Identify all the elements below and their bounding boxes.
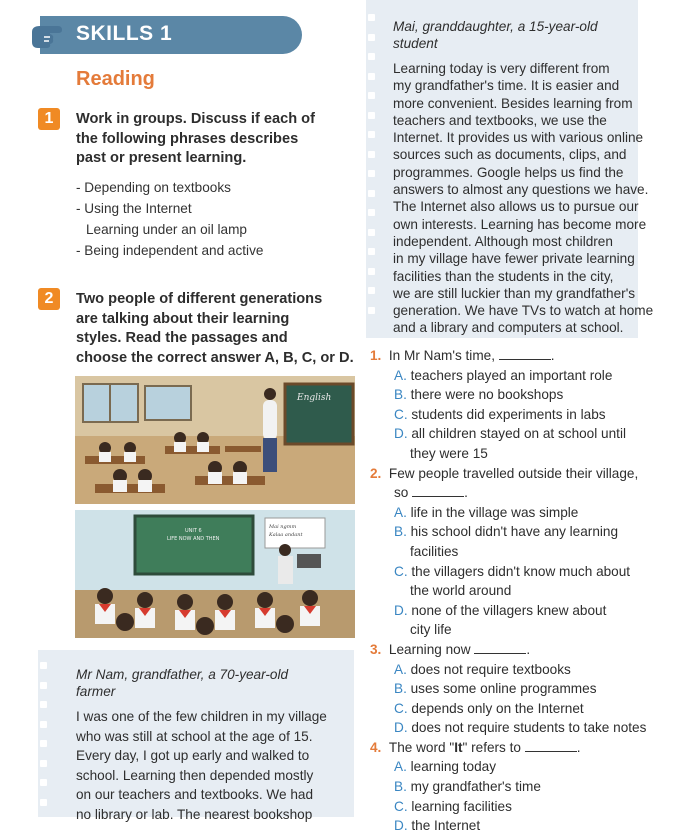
- option-text: none of the villagers knew about: [411, 602, 607, 618]
- option-c[interactable]: [370, 797, 690, 817]
- nam-heading-line: farmer: [76, 684, 116, 700]
- passage-line: in my village have fewer private learning: [393, 251, 635, 267]
- section-title: Reading: [76, 68, 155, 90]
- option-text: learning facilities: [411, 798, 512, 814]
- screen-title: UNIT 6: [185, 528, 202, 534]
- option-c[interactable]: [370, 699, 690, 719]
- option-letter: B.: [394, 779, 407, 795]
- passage-line: Every day, I got up early and walked to: [76, 748, 310, 764]
- notebook-holes: [368, 14, 378, 326]
- option-letter: B.: [394, 524, 407, 540]
- passage-line: teachers and textbooks, we use the: [393, 112, 607, 128]
- option-a[interactable]: [370, 503, 690, 523]
- question-3: [370, 640, 690, 738]
- mai-heading-line: Mai, granddaughter, a 15-year-old: [393, 19, 598, 34]
- question-stem: Few people travelled outside their village,: [388, 465, 639, 481]
- notebook-holes: [40, 662, 50, 818]
- page-title: SKILLS 1: [76, 22, 173, 45]
- option-letter: D.: [394, 602, 408, 618]
- passage-line: and a library and computers at school.: [393, 320, 624, 336]
- option-letter: B.: [394, 387, 407, 403]
- old-classroom-illustration: [75, 376, 355, 504]
- option-d[interactable]: [370, 718, 690, 738]
- question-number: 4.: [370, 739, 382, 755]
- passage-line: on our teachers and textbooks. We had: [76, 787, 314, 803]
- nam-heading-line: Mr Nam, grandfather, a 70-year-old: [76, 667, 289, 682]
- option-letter: C.: [394, 406, 408, 422]
- screen-subtitle: LIFE NOW AND THEN: [167, 536, 220, 542]
- phrase-item: Learning under an oil lamp: [86, 222, 247, 237]
- passage-line: I was one of the few children in my village: [76, 709, 327, 724]
- passage-line: who was still at school at the age of 15.: [76, 728, 313, 744]
- option-text: students did experiments in labs: [411, 406, 606, 422]
- task2-line: Two people of different generations: [76, 291, 323, 307]
- option-text: the Internet: [411, 818, 481, 834]
- option-text: does not require textbooks: [410, 661, 571, 677]
- passage-line: programmes. Google helps us find the: [393, 164, 624, 180]
- question-number: 1.: [370, 348, 382, 363]
- answer-blank[interactable]: [499, 359, 551, 360]
- task1-line: the following phrases describes: [76, 130, 299, 147]
- task1-instruction: [76, 110, 315, 169]
- stem-tail: .: [576, 739, 581, 755]
- option-a[interactable]: [370, 660, 690, 680]
- passage-line: we are still luckier than my grandfather's: [393, 285, 636, 301]
- question-stem: In Mr Nam's time,: [388, 348, 495, 363]
- option-text: my grandfather's time: [410, 779, 541, 795]
- option-text: life in the village was simple: [410, 504, 579, 520]
- task1-line: Work in groups. Discuss if each of: [76, 111, 315, 127]
- option-text: his school didn't have any learning: [410, 524, 619, 540]
- option-b[interactable]: [370, 777, 690, 797]
- task2-number-badge: 2: [38, 288, 60, 310]
- answer-blank[interactable]: [525, 751, 577, 752]
- option-a[interactable]: [370, 366, 690, 386]
- option-letter: B.: [394, 681, 407, 697]
- option-text: learning today: [410, 759, 497, 775]
- question-number: 3.: [370, 641, 382, 657]
- passage-line: answers to almost any questions we have.: [393, 182, 649, 198]
- task2-instruction: [76, 290, 354, 368]
- option-c[interactable]: [370, 405, 690, 425]
- option-letter: C.: [394, 563, 408, 579]
- question-4: [370, 738, 690, 836]
- option-letter: D.: [394, 818, 408, 834]
- option-text: there were no bookshops: [410, 387, 564, 403]
- option-letter: C.: [394, 798, 408, 814]
- passage-line: own interests. Learning has become more: [393, 216, 647, 232]
- option-text-cont: the world around: [410, 583, 512, 599]
- phrase-item: - Depending on textbooks: [76, 180, 231, 195]
- passage-line: generation. We have TVs to watch at home: [393, 303, 654, 319]
- answer-blank[interactable]: [412, 496, 464, 497]
- option-b[interactable]: [370, 679, 690, 699]
- option-letter: C.: [394, 700, 408, 716]
- option-c[interactable]: [370, 562, 690, 601]
- phrase-item: - Using the Internet: [76, 201, 192, 216]
- option-d[interactable]: [370, 601, 690, 640]
- mai-heading: [393, 18, 633, 53]
- option-text: all children stayed on at school until: [411, 426, 626, 442]
- option-b[interactable]: [370, 522, 690, 561]
- poster-text: Kalaa andant: [269, 532, 303, 538]
- option-b[interactable]: [370, 385, 690, 405]
- question-2: [370, 464, 690, 640]
- passage-line: sources such as documents, clips, and: [393, 147, 627, 163]
- passage-line: facilities than the students in the city,: [393, 268, 614, 284]
- task1-phrase-list: [76, 177, 263, 261]
- option-text: the villagers didn't know much about: [411, 563, 631, 579]
- option-text: uses some online programmes: [410, 681, 597, 697]
- question-list: [370, 346, 690, 836]
- question-keyword: It: [454, 739, 463, 755]
- mai-passage-text: [393, 60, 663, 337]
- option-text-cont: facilities: [410, 543, 459, 559]
- passage-line: independent. Although most children: [393, 233, 613, 249]
- stem-tail: .: [550, 348, 555, 363]
- answer-blank[interactable]: [474, 653, 526, 654]
- question-stem: The word ": [388, 739, 455, 755]
- option-letter: A.: [394, 367, 407, 383]
- passage-line: The Internet also allows us to pursue our: [393, 199, 639, 215]
- stem-tail: .: [526, 641, 531, 657]
- task1-number-badge: 1: [38, 108, 60, 130]
- poster-text: Mai ngmm: [269, 524, 297, 530]
- question-1: [370, 346, 690, 464]
- question-stem: Learning now: [388, 641, 471, 657]
- phrase-item: - Being independent and active: [76, 243, 264, 258]
- task1-line: past or present learning.: [76, 150, 247, 166]
- pointing-hand-icon: [28, 18, 64, 52]
- stem-tail: .: [464, 485, 468, 501]
- option-letter: D.: [394, 720, 408, 736]
- modern-classroom-illustration: [75, 510, 355, 638]
- option-a[interactable]: [370, 757, 690, 777]
- option-text-cont: city life: [410, 622, 452, 638]
- passage-line: school. Learning then depended mostly: [76, 767, 314, 783]
- question-number: 2.: [370, 465, 382, 481]
- task2-line: are talking about their learning: [76, 310, 290, 327]
- mai-heading-line: student: [393, 36, 438, 52]
- task2-line: choose the correct answer A, B, C, or D.: [76, 349, 354, 366]
- option-d[interactable]: [370, 424, 690, 463]
- option-text-cont: they were 15: [410, 445, 488, 461]
- option-letter: A.: [394, 759, 407, 775]
- blackboard-text: English: [297, 393, 332, 403]
- option-text: depends only on the Internet: [411, 700, 584, 716]
- option-letter: A.: [394, 504, 407, 520]
- option-letter: D.: [394, 426, 408, 442]
- task2-line: styles. Read the passages and: [76, 330, 288, 346]
- nam-passage-text: [76, 707, 354, 825]
- question-stem: so: [394, 485, 409, 501]
- option-d[interactable]: [370, 816, 690, 836]
- passage-line: my grandfather's time. It is easier and: [393, 78, 620, 94]
- passage-line: more convenient. Besides learning from: [393, 95, 633, 111]
- passage-line: Learning today is very different from: [393, 61, 610, 76]
- option-letter: A.: [394, 661, 407, 677]
- passage-line: Internet. It provides us with various online: [393, 130, 644, 146]
- option-text: does not require students to take notes: [411, 720, 647, 736]
- question-stem: " refers to: [462, 739, 521, 755]
- option-text: teachers played an important role: [410, 367, 613, 383]
- nam-heading: [76, 666, 346, 701]
- passage-line: no library or lab. The nearest bookshop: [76, 806, 313, 822]
